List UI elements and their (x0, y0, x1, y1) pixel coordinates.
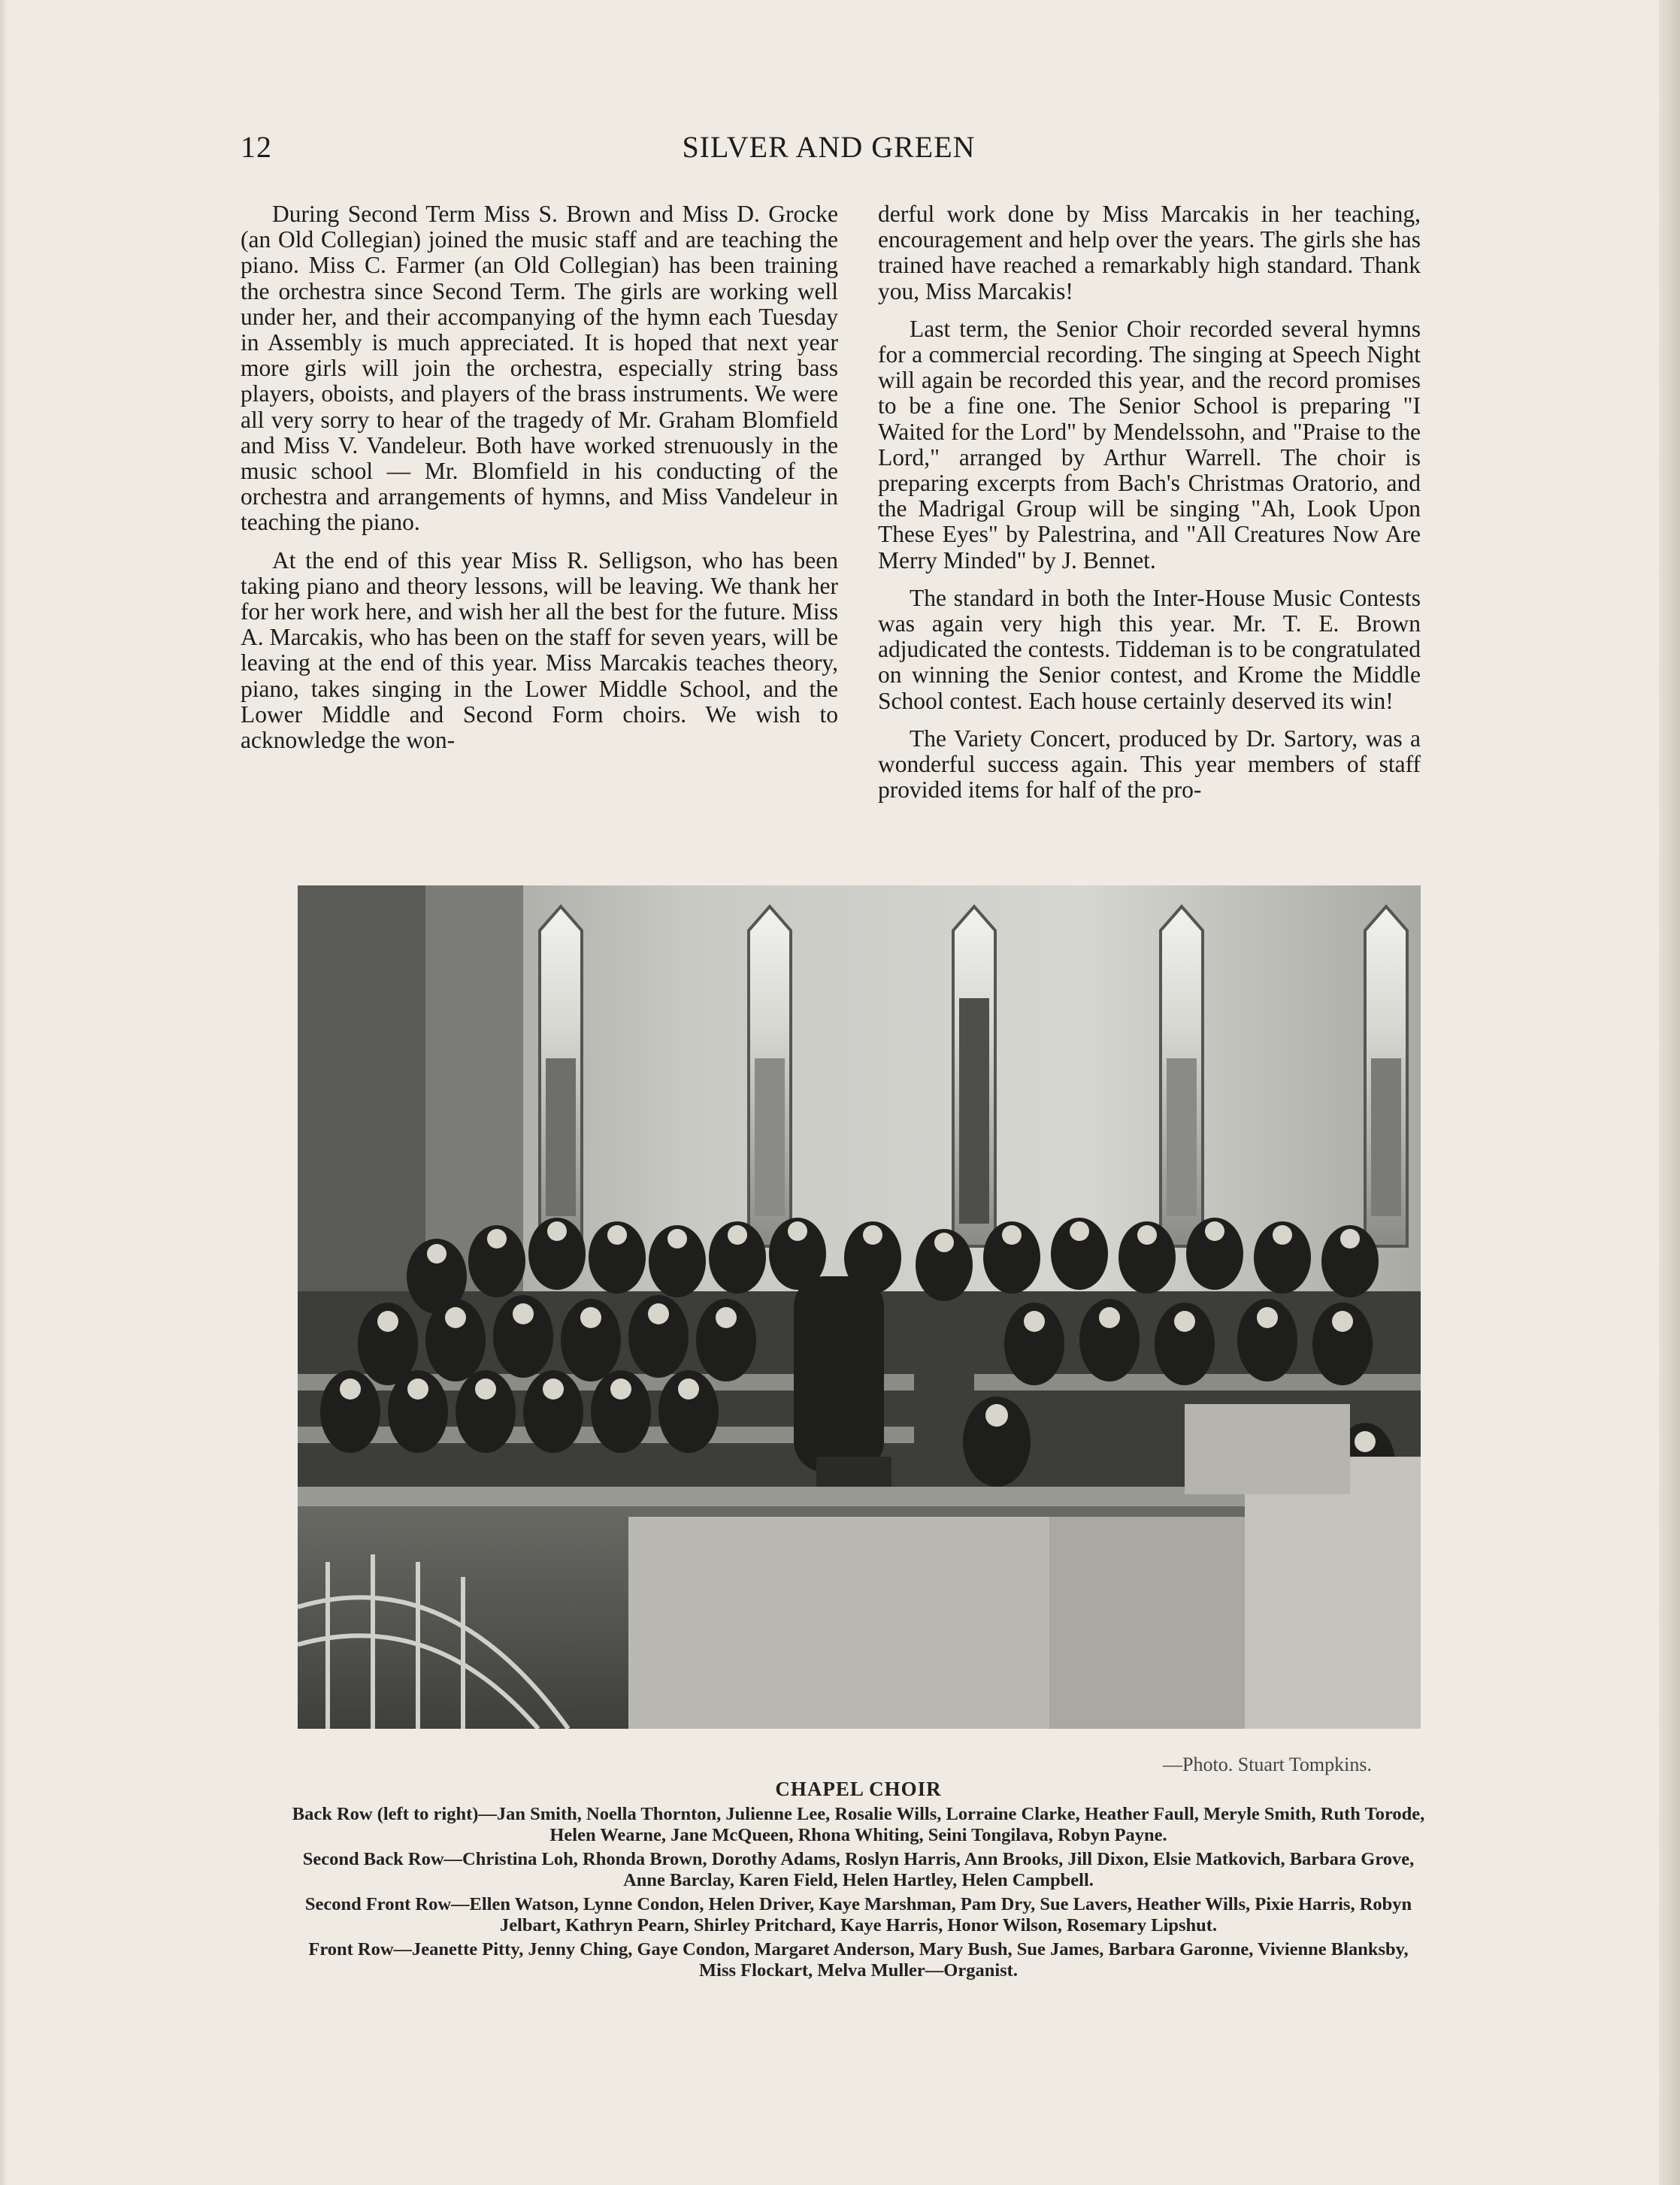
right-column (878, 201, 1421, 855)
caption-row: Front Row—Jeanette Pitty, Jenny Ching, Gaye Condon, Margaret Anderson, Mary Bush, Sue James, Barbara Garonne, Vivienne Blanksby, Miss Flockart, Melva Muller—Organist. (308, 1939, 1409, 1981)
paragraph: The Variety Concert, produced by Dr. Sartory, was a wonderful success again. This year members of staff provided items for half of the pro- (878, 725, 1421, 803)
caption-row: Back Row (left to right)—Jan Smith, Noella Thornton, Julienne Lee, Rosalie Wills, Lorraine Clarke, Heather Faull, Meryle Smith, Ruth Torode, Helen Wearne, Jane McQueen, Rhona Whiting, Seini Tongilava, Robyn Payne. (292, 1804, 1425, 1845)
paragraph: The standard in both the Inter-House Music Contests was again very high this year. Mr. T. E. Brown adjudicated the contests. Tiddeman is to be congratulated on winning the Senior contest, and Krome the Middle School contest. Each house certainly deserved its win! (878, 584, 1421, 714)
paragraph-continuation: derful work done by Miss Marcakis in her teaching, encouragement and help over the years. The girls she has trained have reached a remarkably high standard. Thank you, Miss Marcakis! (878, 201, 1421, 304)
page-number: 12 (241, 130, 272, 164)
article-body (241, 201, 1421, 855)
paragraph: During Second Term Miss S. Brown and Miss D. Grocke (an Old Collegian) joined the music staff and are teaching the piano. Miss C. Farmer (an Old Collegian) has been training the orchestra since Second Term. The girls are working well under her, and their accompanying of the hymn each Tuesday in Assembly is much appreciated. It is hoped that next year more girls will join the orchestra, especially string bass players, oboists, and players of the brass instruments. We were all very sorry to hear of the tragedy of Mr. Graham Blomfield and Miss V. Vandeleur. Both have worked strenuously in the music school — Mr. Blomfield in his conducting of the orchestra and arrangements of hymns, and Miss Vandeleur in teaching the piano. (241, 201, 838, 536)
photo-caption (290, 1778, 1427, 1984)
page-header (241, 129, 1417, 174)
photo-credit: —Photo. Stuart Tompkins. (1163, 1754, 1372, 1775)
paragraph: At the end of this year Miss R. Selligson, who has been taking piano and theory lessons, will be leaving. We thank her for her work here, and wish her all the best for the future. Miss A. Marcakis, who has been on the staff for seven years, will be leaving at the end of this year. Miss Marcakis teaches theory, piano, takes singing in the Lower Middle School, and the Lower Middle and Second Form choirs. We wish to acknowledge the won- (241, 546, 838, 754)
caption-row: Second Front Row—Ellen Watson, Lynne Condon, Helen Driver, Kaye Marshman, Pam Dry, Sue Lavers, Heather Wills, Pixie Harris, Robyn Jelbart, Kathryn Pearn, Shirley Pritchard, Kaye Harris, Honor Wilson, Rosemary Lipshut. (304, 1894, 1412, 1935)
page-edge-right (1659, 0, 1680, 2185)
page-edge-left (0, 0, 8, 2185)
paragraph: Last term, the Senior Choir recorded several hymns for a commercial recording. The singing at Speech Night will again be recorded this year, and the record promises to be a fine one. The Senior School is preparing "I Waited for the Lord" by Mendelssohn, and "Praise to the Lord," arranged by Arthur Warrell. The choir is preparing excerpts from Bach's Christmas Oratorio, and the Madrigal Group will be singing "Ah, Look Upon These Eyes" by Palestrina, and "All Creatures Now Are Merry Minded" by J. Bennet. (878, 315, 1421, 573)
caption-row: Second Back Row—Christina Loh, Rhonda Brown, Dorothy Adams, Roslyn Harris, Ann Brooks, Jill Dixon, Elsie Matkovich, Barbara Grove, Anne Barclay, Karen Field, Helen Hartley, Helen Campbell. (302, 1849, 1415, 1890)
choir-photograph (298, 885, 1421, 1729)
left-column (241, 201, 838, 855)
running-title: SILVER AND GREEN (682, 130, 976, 164)
caption-title: CHAPEL CHOIR (775, 1778, 942, 1800)
